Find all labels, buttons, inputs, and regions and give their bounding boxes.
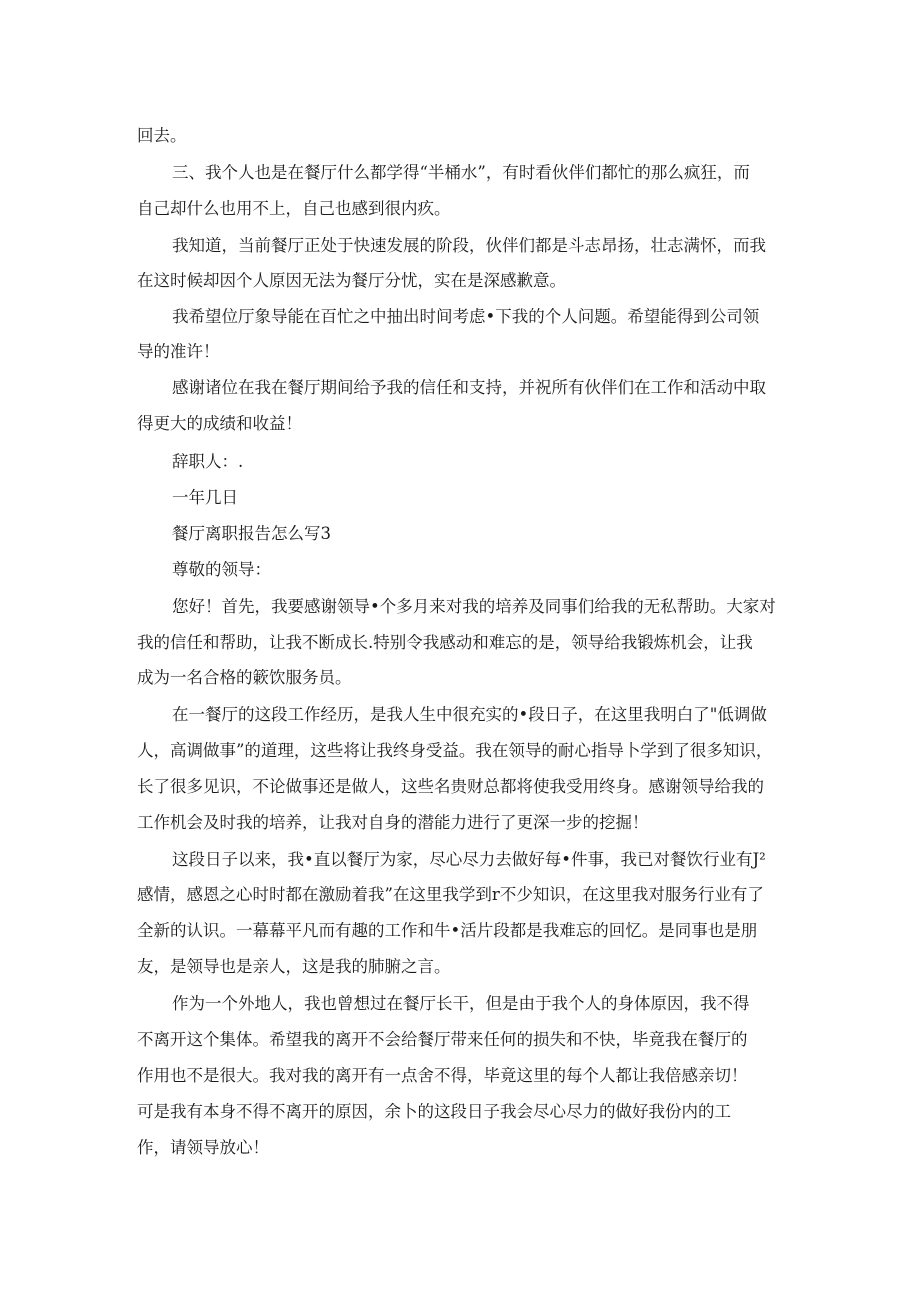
paragraph-line: 感情，感恩之心时时都在激励着我”在这里我学到r不少知识，在这里我对服务行业有了 (137, 885, 764, 904)
paragraph-line: 我希望位厅象导能在百忙之中抽出时间考虑•下我的个人问题。希望能得到公司领 (172, 307, 760, 326)
paragraph-line: 回去。 (137, 126, 187, 145)
paragraph-line: 不离开这个集体。希望我的离开不会给餐厅带来任何的损失和不快，毕竟我在餐厅的 (137, 1030, 748, 1049)
paragraph-line: 工作机会及时我的培养，让我对自身的潜能力进行了更深一步的挖掘！ (137, 813, 649, 832)
paragraph-line: 作，请领导放心！ (137, 1138, 269, 1157)
paragraph-line: 在一餐厅的这段工作经历，是我人生中很充实的•段日子，在这里我明白了"低调做 (172, 705, 767, 724)
paragraph-line: 自己却什么也用不上，自己也感到很内疚。 (137, 199, 451, 218)
salutation: 尊敬的领导： (172, 560, 271, 579)
section-title: 餐厅离职报告怎么写3 (172, 524, 331, 543)
paragraph-line: 人，高调做事”的道理，这些将让我终身受益。我在领导的耐心指导卜学到了很多知识， (137, 741, 773, 760)
paragraph-line: 成为一名合格的簌饮服务员。 (137, 668, 352, 687)
paragraph-line: 长了很多见识，不论做事还是做人，这些名贵财总都将使我受用终身。感谢领导给我的 (137, 777, 764, 796)
paragraph-line: 友，是领导也是亲人，这是我的肺腑之言。 (137, 957, 451, 976)
signature-line: 辞职人：. (172, 452, 244, 471)
paragraph-line: 在这时候却因个人原因无法为餐厅分忧，实在是深感歉意。 (137, 271, 566, 290)
paragraph-line: 导的准许！ (137, 342, 220, 361)
paragraph-line: 得更大的成绩和收益！ (137, 414, 302, 433)
paragraph-line: 作用也不是很大。我对我的离开有一点舍不得，毕竟这里的每个人都让我倍感亲切！ (137, 1066, 748, 1085)
paragraph-line: 这段日子以来，我•直以餐厅为家，尽心尽力去做好每•件事，我已对餐饮行业有J² (172, 850, 766, 869)
date-line: 一年几日 (172, 488, 238, 507)
paragraph-line: 作为一个外地人，我也曾想过在餐厅长干，但是由于我个人的身体原因，我不得 (172, 994, 750, 1013)
paragraph-line: 您好！首先，我要感谢领导•个多月来对我的培养及同事们给我的无私帮助。大家对 (172, 597, 776, 616)
paragraph-line: 感谢诸位在我在餐厅期间给予我的信任和支持，并祝所有伙伴们在工作和活动中取 (172, 378, 766, 397)
paragraph-line: 三、我个人也是在餐厅什么都学得“半桶水”，有时看伙伴们都忙的那么疯狂，而 (172, 163, 750, 182)
paragraph-line: 可是我有本身不得不离开的原因，余卜的这段日子我会尽心尽力的做好我份内的工 (137, 1102, 731, 1121)
paragraph-line: 全新的认识。一幕幕平凡而有趣的工作和牛•活片段都是我难忘的回忆。是同事也是朋 (137, 921, 758, 940)
paragraph-line: 我知道，当前餐厅正处于快速发展的阶段，伙伴们都是斗志昂扬，壮志满怀，而我 (172, 236, 766, 255)
paragraph-line: 我的信任和帮助，让我不断成长.特别令我感动和难忘的是，领导给我锻炼机会，让我 (137, 633, 753, 652)
